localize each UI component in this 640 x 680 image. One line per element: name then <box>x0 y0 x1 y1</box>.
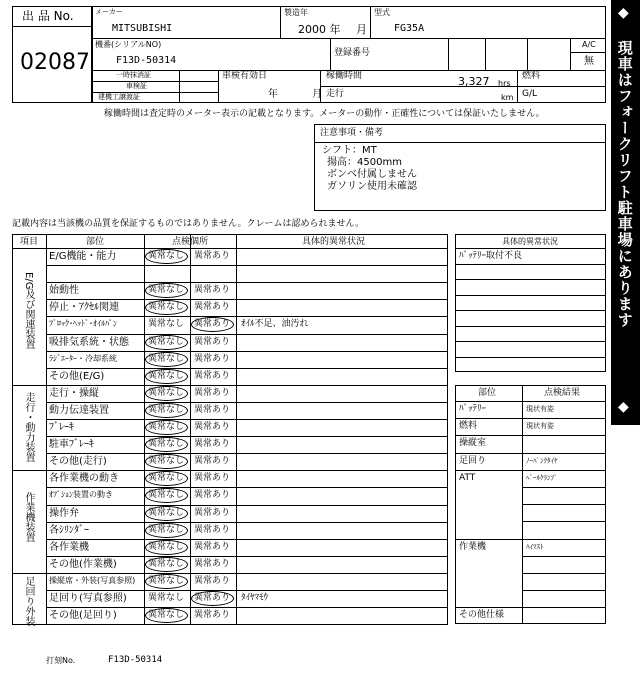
abnormal-option[interactable]: 異常あり <box>194 388 231 398</box>
ac-label: A/C <box>582 40 596 49</box>
normal-option[interactable]: 異常なし <box>148 576 185 586</box>
abnormal-option[interactable]: 異常あり <box>194 354 231 364</box>
right-top-header: 具体的異常状況 <box>502 237 558 246</box>
normal-option[interactable]: 異常なし <box>148 439 185 449</box>
category-undercarriage: 足回り外装 <box>23 576 34 626</box>
fuel-value: G/L <box>522 89 538 99</box>
normal-circle <box>145 437 188 452</box>
model-value: FG35A <box>394 23 425 34</box>
category-work: 作業機装置 <box>23 492 34 542</box>
result-part: ﾊﾞｯﾃﾘｰ <box>459 404 487 414</box>
normal-option[interactable]: 異常なし <box>148 354 185 364</box>
abnormal-option[interactable]: 異常あり <box>194 525 231 535</box>
normal-option[interactable]: 異常なし <box>148 388 185 398</box>
row-part: 停止・ｱｸｾﾙ関連 <box>49 302 119 313</box>
row-part: 吸排気系統・状態 <box>49 337 129 348</box>
result-part: 操縦室 <box>459 438 487 448</box>
normal-circle <box>145 403 188 418</box>
disclaimer-hours: 稼働時間は査定時のメーター表示の記載となります。メーターの動作・正確性については保証いたしません。 <box>104 109 545 119</box>
result-value: ﾍﾞｰﾙｸﾗﾝﾌﾟ <box>526 474 558 482</box>
row-part: その他(E/G) <box>49 371 105 382</box>
fuel-label: 燃料 <box>522 71 541 81</box>
row-part: 各作業機 <box>49 542 89 553</box>
abnormal-option[interactable]: 異常あり <box>194 559 231 569</box>
year-value: 2000 年 <box>298 23 341 36</box>
inspection-label-3: 建機工譲渡証 <box>98 93 140 101</box>
km-unit: km <box>501 93 514 102</box>
abnormal-option[interactable]: 異常あり <box>194 576 231 586</box>
normal-circle <box>145 283 188 298</box>
normal-circle <box>145 574 188 589</box>
row-part: 各作業機の動き <box>49 473 119 484</box>
header-detail: 具体的異常状況 <box>302 237 366 247</box>
normal-option[interactable]: 異常なし <box>148 610 185 620</box>
inspection-label-1: 一時抹消証 <box>116 71 151 79</box>
row-part: その他(作業機) <box>49 559 117 570</box>
row-detail: ﾀｲﾔﾏﾓｳ <box>241 593 269 603</box>
row-part: 駐車ﾌﾞﾚｰｷ <box>49 439 94 450</box>
normal-option[interactable]: 異常なし <box>148 251 185 261</box>
normal-circle <box>145 386 188 401</box>
row-part: その他(足回り) <box>49 610 117 621</box>
normal-option[interactable]: 異常なし <box>148 456 185 466</box>
abnormal-option[interactable]: 異常あり <box>194 251 231 261</box>
notes-line-4: ガソリン使用未確認 <box>327 181 417 192</box>
normal-option[interactable]: 異常なし <box>148 542 185 552</box>
abnormal-option[interactable]: 異常あり <box>194 542 231 552</box>
normal-option[interactable]: 異常なし <box>148 319 185 329</box>
normal-option[interactable]: 異常なし <box>148 525 185 535</box>
serial-label: 機番(シリアルNO) <box>95 40 162 49</box>
abnormal-option[interactable]: 異常あり <box>194 593 231 603</box>
maker-label: メーカー <box>95 8 123 16</box>
row-part: 動力伝達装置 <box>49 405 109 416</box>
year-label: 製造年 <box>284 8 308 17</box>
normal-circle <box>145 352 188 367</box>
banner-bottom-diamond: ◆ <box>618 399 629 415</box>
abnormal-option[interactable]: 異常あり <box>194 422 231 432</box>
km-label: 走行 <box>326 89 345 99</box>
abnormal-circle <box>191 591 234 606</box>
row-detail: ｵｲﾙ不足、油汚れ <box>241 319 309 329</box>
normal-option[interactable]: 異常なし <box>148 285 185 295</box>
abnormal-option[interactable]: 異常あり <box>194 285 231 295</box>
normal-option[interactable]: 異常なし <box>148 508 185 518</box>
normal-option[interactable]: 異常なし <box>148 490 185 500</box>
stamp-value: F13D-50314 <box>108 655 163 665</box>
inspection-label-2: 車検証 <box>126 82 147 90</box>
category-engine: E/G及び関連装置 <box>23 272 34 350</box>
notes-line-3: ボンベ付属しません <box>327 169 417 180</box>
right-detail-cell: ﾊﾞｯﾃﾘｰ取付不良 <box>459 251 523 261</box>
row-part: ﾌﾞﾚｰｷ <box>49 422 74 433</box>
normal-circle <box>145 454 188 469</box>
normal-circle <box>145 471 188 486</box>
abnormal-circle <box>191 317 234 332</box>
normal-option[interactable]: 異常なし <box>148 422 185 432</box>
abnormal-option[interactable]: 異常あり <box>194 405 231 415</box>
abnormal-option[interactable]: 異常あり <box>194 610 231 620</box>
row-part: その他(走行) <box>49 456 107 467</box>
notes-line-1: シフト：MT <box>322 145 377 156</box>
normal-circle <box>145 420 188 435</box>
right-bottom-header-result: 点検結果 <box>544 388 581 398</box>
row-part: ﾌﾞﾛｯｸ･ﾍｯﾄﾞ･ｵｲﾙﾊﾟﾝ <box>49 319 117 328</box>
model-label: 型式 <box>374 8 390 17</box>
hours-value: 3,327 <box>458 75 490 88</box>
result-part: 燃料 <box>459 421 478 431</box>
result-value: ﾊｲﾏｽﾄ <box>526 543 544 551</box>
normal-option[interactable]: 異常なし <box>148 473 185 483</box>
normal-option[interactable]: 異常なし <box>148 371 185 381</box>
row-part: 足回り(写真参照) <box>49 593 127 604</box>
normal-option[interactable]: 異常なし <box>148 405 185 415</box>
result-value: 現状有姿 <box>526 405 554 413</box>
banner-text: 現車はフォークリフト駐車場にあります <box>615 40 634 328</box>
row-part: 操縦席・外装(写真参照) <box>49 576 136 585</box>
row-part: 走行・操縦 <box>49 388 99 399</box>
notes-line-2: 揚高：4500mm <box>327 157 402 168</box>
abnormal-option[interactable]: 異常あり <box>194 319 231 329</box>
abnormal-option[interactable]: 異常あり <box>194 337 231 347</box>
row-part: ﾗｼﾞｴｰﾀｰ・冷却系統 <box>49 354 117 363</box>
header-part: 部位 <box>86 237 105 247</box>
abnormal-option[interactable]: 異常あり <box>194 456 231 466</box>
category-drive: 走行・動力装置 <box>23 392 34 462</box>
row-part: 始動性 <box>49 285 79 296</box>
shaken-year: 年 <box>268 89 278 100</box>
lot-number: 02087 <box>20 50 90 75</box>
hours-unit: hrs <box>498 79 511 88</box>
abnormal-option[interactable]: 異常あり <box>194 439 231 449</box>
banner-top-diamond: ◆ <box>618 5 629 21</box>
result-value: ﾉｰﾊﾟﾝｸﾀｲﾔ <box>526 457 558 465</box>
shaken-month: 月 <box>312 89 322 100</box>
normal-option[interactable]: 異常なし <box>148 302 185 312</box>
abnormal-option[interactable]: 異常あり <box>194 371 231 381</box>
result-part: ATT <box>459 473 476 483</box>
result-value: 現状有姿 <box>526 422 554 430</box>
result-part: 作業機 <box>459 542 487 552</box>
normal-circle <box>145 488 188 503</box>
abnormal-option[interactable]: 異常あり <box>194 302 231 312</box>
row-part: 各ｼﾘﾝﾀﾞｰ <box>49 525 89 536</box>
stamp-label: 打刻No. <box>46 656 76 665</box>
normal-circle <box>145 523 188 538</box>
normal-option[interactable]: 異常なし <box>148 559 185 569</box>
lot-label: 出 品 No. <box>22 9 74 23</box>
normal-circle <box>145 557 188 572</box>
header-item: 項目 <box>20 237 39 247</box>
right-bottom-header-part: 部位 <box>478 388 497 398</box>
abnormal-option[interactable]: 異常あり <box>194 508 231 518</box>
normal-circle <box>145 369 188 384</box>
abnormal-option[interactable]: 異常あり <box>194 473 231 483</box>
normal-circle <box>145 249 188 264</box>
shaken-label: 車検有効日 <box>222 71 268 81</box>
normal-option[interactable]: 異常なし <box>148 593 185 603</box>
abnormal-option[interactable]: 異常あり <box>194 490 231 500</box>
serial-value: F13D-50314 <box>116 55 177 66</box>
maker-value: MITSUBISHI <box>112 23 173 34</box>
location-banner <box>611 0 640 425</box>
normal-circle <box>145 540 188 555</box>
row-part: ｵﾌﾟｼｮﾝ装置の動き <box>49 490 113 499</box>
row-part: 操作弁 <box>49 508 79 519</box>
result-part: 足回り <box>459 456 487 466</box>
result-part: その他仕様 <box>459 610 505 620</box>
header-check: 点検個所 <box>172 237 209 247</box>
notes-title: 注意事項・備考 <box>320 128 384 138</box>
month-suffix: 月 <box>356 23 367 36</box>
row-part: E/G機能・能力 <box>49 251 117 262</box>
normal-circle <box>145 608 188 623</box>
disclaimer-quality: 記載内容は当該機の品質を保証するものではありません。クレームは認められません。 <box>12 219 365 229</box>
normal-option[interactable]: 異常なし <box>148 337 185 347</box>
reg-label: 登録番号 <box>334 48 371 58</box>
hours-label: 稼働時間 <box>326 71 363 81</box>
normal-circle <box>145 300 188 315</box>
normal-circle <box>145 506 188 521</box>
normal-circle <box>145 335 188 350</box>
ac-value: 無 <box>584 56 594 67</box>
